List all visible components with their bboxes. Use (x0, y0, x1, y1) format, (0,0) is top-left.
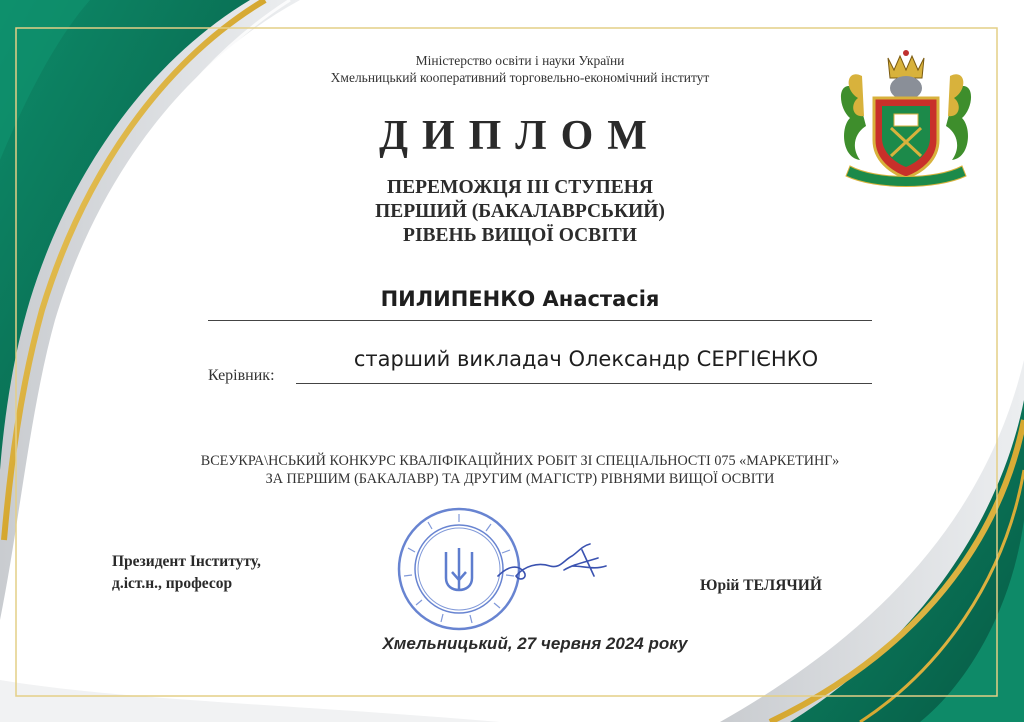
institute-emblem-icon (836, 48, 976, 192)
supervisor-underline (296, 383, 872, 384)
signatory-position (112, 551, 261, 595)
signatory-position-line-1: Президент Інституту, (112, 553, 261, 570)
supervisor-value: старший викладач Олександр СЕРГІЄНКО (353, 347, 819, 371)
supervisor-label: Керівник: (208, 367, 275, 384)
recipient-underline (208, 320, 872, 321)
contest-description (110, 452, 930, 488)
ministry-name: Міністерство освіти і науки України (415, 53, 625, 68)
signatory-name: Юрій ТЕЛЯЧИЙ (700, 577, 822, 594)
award-line-1: ПЕРЕМОЖЦЯ ІІІ СТУПЕНЯ (386, 177, 654, 198)
place-and-date: Хмельницький, 27 червня 2024 року (382, 634, 688, 653)
signatory-position-line-2: д.іст.н., професор (112, 575, 233, 592)
recipient-name: ПИЛИПЕНКО Анастасія (380, 287, 660, 311)
handwritten-signature-icon (494, 536, 612, 594)
contest-line-1: ВСЕУКРА\НСЬКИЙ КОНКУРС КВАЛІФІКАЦІЙНИХ РОБІТ ЗІ СПЕЦІАЛЬНОСТІ 075 «МАРКЕТИНГ» (200, 453, 840, 469)
contest-line-2: ЗА ПЕРШИМ (БАКАЛАВР) ТА ДРУГИМ (МАГІСТР) РІВНЯМИ ВИЩОЇ ОСВІТИ (265, 471, 775, 487)
institute-name: Хмельницький кооперативний торговельно-економічний інститут (330, 70, 710, 85)
award-line-2: ПЕРШИЙ (БАКАЛАВРСЬКИЙ) (375, 201, 665, 222)
issuer-header (220, 52, 820, 86)
award-description (220, 176, 820, 248)
award-line-3: РІВЕНЬ ВИЩОЇ ОСВІТИ (403, 225, 637, 246)
diploma-title: ДИПЛОМ (379, 113, 661, 159)
trident-icon (446, 548, 472, 590)
